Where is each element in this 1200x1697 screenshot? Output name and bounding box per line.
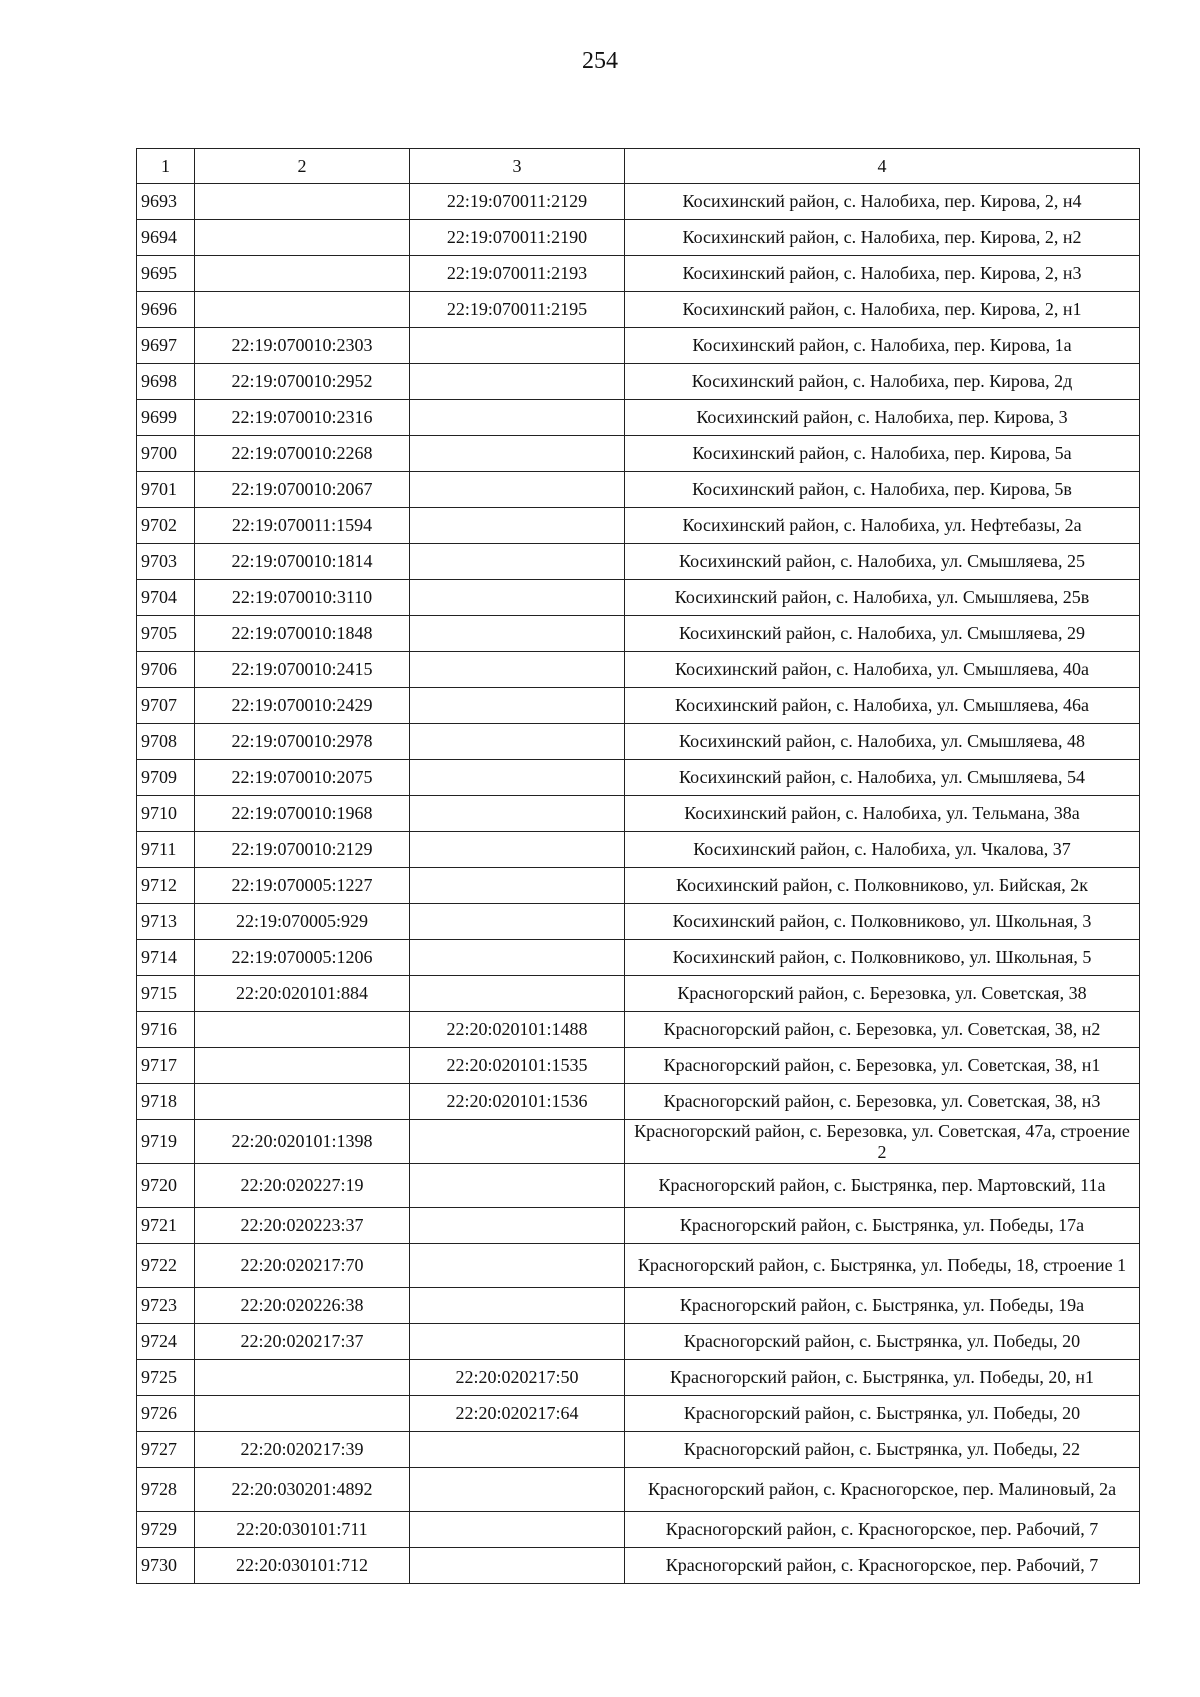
cadastral-number-cell: 22:20:020217:70: [195, 1244, 410, 1288]
table-row: [137, 1468, 1140, 1512]
object-number-cell: [410, 1120, 625, 1164]
cadastral-number-cell: 22:20:030201:4892: [195, 1468, 410, 1512]
row-number-cell: 9699: [137, 400, 195, 436]
cadastral-number-cell: 22:19:070010:2316: [195, 400, 410, 436]
address-cell: Косихинский район, с. Полковниково, ул. Школьная, 5: [625, 940, 1140, 976]
table-row: [137, 184, 1140, 220]
address-cell: Косихинский район, с. Налобиха, ул. Нефтебазы, 2а: [625, 508, 1140, 544]
object-number-cell: 22:20:020101:1488: [410, 1012, 625, 1048]
table-row: [137, 292, 1140, 328]
address-cell: Косихинский район, с. Налобиха, пер. Кирова, 1а: [625, 328, 1140, 364]
address-cell: Косихинский район, с. Налобиха, пер. Кирова, 2, н2: [625, 220, 1140, 256]
object-number-cell: [410, 1324, 625, 1360]
row-number-cell: 9697: [137, 328, 195, 364]
row-number-cell: 9706: [137, 652, 195, 688]
cadastral-number-cell: 22:19:070010:1814: [195, 544, 410, 580]
row-number-cell: 9728: [137, 1468, 195, 1512]
row-number-cell: 9702: [137, 508, 195, 544]
table-row: [137, 364, 1140, 400]
table-row: [137, 760, 1140, 796]
cadastral-number-cell: 22:19:070010:2978: [195, 724, 410, 760]
table-row: [137, 1048, 1140, 1084]
cadastral-number-cell: [195, 1360, 410, 1396]
table-row: [137, 1324, 1140, 1360]
row-number-cell: 9709: [137, 760, 195, 796]
object-number-cell: [410, 1548, 625, 1584]
object-number-cell: [410, 328, 625, 364]
address-cell: Косихинский район, с. Налобиха, ул. Смышляева, 25: [625, 544, 1140, 580]
table-row: [137, 1432, 1140, 1468]
table-row: [137, 256, 1140, 292]
object-number-cell: 22:20:020101:1535: [410, 1048, 625, 1084]
address-cell: Красногорский район, с. Быстрянка, ул. Победы, 22: [625, 1432, 1140, 1468]
object-number-cell: [410, 508, 625, 544]
address-cell: Красногорский район, с. Быстрянка, ул. Победы, 20: [625, 1324, 1140, 1360]
address-cell: Косихинский район, с. Налобиха, ул. Смышляева, 29: [625, 616, 1140, 652]
header-col-3: 3: [410, 149, 625, 184]
address-cell: Косихинский район, с. Налобиха, пер. Кирова, 2д: [625, 364, 1140, 400]
address-cell: Косихинский район, с. Полковниково, ул. Школьная, 3: [625, 904, 1140, 940]
object-number-cell: 22:19:070011:2190: [410, 220, 625, 256]
object-number-cell: [410, 940, 625, 976]
row-number-cell: 9723: [137, 1288, 195, 1324]
table-row: [137, 868, 1140, 904]
row-number-cell: 9704: [137, 580, 195, 616]
object-number-cell: [410, 760, 625, 796]
page-number: 254: [582, 48, 618, 74]
address-cell: Косихинский район, с. Налобиха, пер. Кирова, 3: [625, 400, 1140, 436]
table-row: [137, 508, 1140, 544]
cadastral-number-cell: 22:19:070010:2067: [195, 472, 410, 508]
row-number-cell: 9711: [137, 832, 195, 868]
table-row: [137, 1548, 1140, 1584]
table-row: [137, 1120, 1140, 1164]
table-row: [137, 544, 1140, 580]
table-row: [137, 724, 1140, 760]
address-cell: Косихинский район, с. Налобиха, пер. Кирова, 5в: [625, 472, 1140, 508]
address-cell: Косихинский район, с. Налобиха, ул. Смышляева, 54: [625, 760, 1140, 796]
address-cell: Красногорский район, с. Быстрянка, ул. Победы, 18, строение 1: [625, 1244, 1140, 1288]
table-row: [137, 328, 1140, 364]
row-number-cell: 9701: [137, 472, 195, 508]
cadastral-number-cell: 22:20:030101:712: [195, 1548, 410, 1584]
cadastral-number-cell: 22:20:020217:39: [195, 1432, 410, 1468]
row-number-cell: 9698: [137, 364, 195, 400]
header-col-2: 2: [195, 149, 410, 184]
header-col-1: 1: [137, 149, 195, 184]
row-number-cell: 9700: [137, 436, 195, 472]
cadastral-number-cell: 22:19:070010:2415: [195, 652, 410, 688]
cadastral-number-cell: [195, 1084, 410, 1120]
table-row: [137, 580, 1140, 616]
row-number-cell: 9726: [137, 1396, 195, 1432]
address-cell: Красногорский район, с. Березовка, ул. Советская, 38, н2: [625, 1012, 1140, 1048]
table-row: [137, 904, 1140, 940]
table-row: [137, 976, 1140, 1012]
object-number-cell: [410, 472, 625, 508]
row-number-cell: 9727: [137, 1432, 195, 1468]
object-number-cell: [410, 796, 625, 832]
cadastral-number-cell: [195, 1012, 410, 1048]
object-number-cell: [410, 1432, 625, 1468]
address-cell: Красногорский район, с. Красногорское, пер. Малиновый, 2а: [625, 1468, 1140, 1512]
object-number-cell: 22:19:070011:2195: [410, 292, 625, 328]
row-number-cell: 9696: [137, 292, 195, 328]
table-row: [137, 1012, 1140, 1048]
cadastral-number-cell: [195, 184, 410, 220]
row-number-cell: 9695: [137, 256, 195, 292]
address-cell: Красногорский район, с. Березовка, ул. Советская, 47а, строение 2: [625, 1120, 1140, 1164]
address-cell: Красногорский район, с. Березовка, ул. Советская, 38: [625, 976, 1140, 1012]
cadastral-number-cell: 22:19:070011:1594: [195, 508, 410, 544]
address-cell: Красногорский район, с. Красногорское, пер. Рабочий, 7: [625, 1548, 1140, 1584]
address-cell: Красногорский район, с. Быстрянка, пер. Мартовский, 11а: [625, 1164, 1140, 1208]
object-number-cell: [410, 1512, 625, 1548]
cadastral-number-cell: 22:20:020101:1398: [195, 1120, 410, 1164]
cadastral-number-cell: [195, 292, 410, 328]
table-row: [137, 1512, 1140, 1548]
object-number-cell: [410, 436, 625, 472]
object-number-cell: 22:20:020217:64: [410, 1396, 625, 1432]
cadastral-number-cell: 22:20:020223:37: [195, 1208, 410, 1244]
object-number-cell: [410, 688, 625, 724]
table-row: [137, 1164, 1140, 1208]
table-row: [137, 652, 1140, 688]
cadastral-number-cell: 22:20:030101:711: [195, 1512, 410, 1548]
row-number-cell: 9719: [137, 1120, 195, 1164]
registry-table: [136, 148, 1140, 1584]
object-number-cell: [410, 652, 625, 688]
object-number-cell: [410, 1468, 625, 1512]
row-number-cell: 9716: [137, 1012, 195, 1048]
row-number-cell: 9720: [137, 1164, 195, 1208]
object-number-cell: [410, 976, 625, 1012]
table-body: [137, 184, 1140, 1584]
cadastral-number-cell: 22:20:020101:884: [195, 976, 410, 1012]
row-number-cell: 9703: [137, 544, 195, 580]
cadastral-number-cell: 22:19:070010:2129: [195, 832, 410, 868]
cadastral-number-cell: 22:19:070010:2303: [195, 328, 410, 364]
table-header: [137, 149, 1140, 184]
cadastral-number-cell: 22:19:070010:1968: [195, 796, 410, 832]
cadastral-number-cell: 22:19:070005:1227: [195, 868, 410, 904]
address-cell: Косихинский район, с. Налобиха, ул. Тельмана, 38а: [625, 796, 1140, 832]
row-number-cell: 9718: [137, 1084, 195, 1120]
cadastral-number-cell: [195, 256, 410, 292]
header-col-4: 4: [625, 149, 1140, 184]
cadastral-number-cell: 22:20:020227:19: [195, 1164, 410, 1208]
address-cell: Косихинский район, с. Налобиха, пер. Кирова, 2, н1: [625, 292, 1140, 328]
address-cell: Красногорский район, с. Березовка, ул. Советская, 38, н3: [625, 1084, 1140, 1120]
row-number-cell: 9710: [137, 796, 195, 832]
address-cell: Красногорский район, с. Быстрянка, ул. Победы, 17а: [625, 1208, 1140, 1244]
address-cell: Косихинский район, с. Налобиха, ул. Смышляева, 25в: [625, 580, 1140, 616]
object-number-cell: [410, 580, 625, 616]
address-cell: Косихинский район, с. Налобиха, ул. Смышляева, 46а: [625, 688, 1140, 724]
row-number-cell: 9730: [137, 1548, 195, 1584]
table-row: [137, 1208, 1140, 1244]
row-number-cell: 9713: [137, 904, 195, 940]
object-number-cell: [410, 904, 625, 940]
cadastral-number-cell: 22:19:070005:929: [195, 904, 410, 940]
cadastral-number-cell: 22:20:020226:38: [195, 1288, 410, 1324]
cadastral-number-cell: 22:19:070010:1848: [195, 616, 410, 652]
row-number-cell: 9724: [137, 1324, 195, 1360]
table-row: [137, 832, 1140, 868]
object-number-cell: [410, 1288, 625, 1324]
table-row: [137, 1084, 1140, 1120]
cadastral-number-cell: 22:19:070010:2268: [195, 436, 410, 472]
row-number-cell: 9707: [137, 688, 195, 724]
address-cell: Косихинский район, с. Налобиха, пер. Кирова, 2, н4: [625, 184, 1140, 220]
address-cell: Косихинский район, с. Налобиха, пер. Кирова, 5а: [625, 436, 1140, 472]
table-row: [137, 688, 1140, 724]
address-cell: Косихинский район, с. Налобиха, пер. Кирова, 2, н3: [625, 256, 1140, 292]
row-number-cell: 9694: [137, 220, 195, 256]
cadastral-number-cell: 22:19:070005:1206: [195, 940, 410, 976]
object-number-cell: 22:19:070011:2129: [410, 184, 625, 220]
address-cell: Косихинский район, с. Полковниково, ул. Бийская, 2к: [625, 868, 1140, 904]
row-number-cell: 9714: [137, 940, 195, 976]
row-number-cell: 9705: [137, 616, 195, 652]
row-number-cell: 9729: [137, 1512, 195, 1548]
address-cell: Косихинский район, с. Налобиха, ул. Чкалова, 37: [625, 832, 1140, 868]
table-row: [137, 472, 1140, 508]
table-row: [137, 220, 1140, 256]
cadastral-number-cell: 22:20:020217:37: [195, 1324, 410, 1360]
cadastral-number-cell: 22:19:070010:2952: [195, 364, 410, 400]
table-row: [137, 1396, 1140, 1432]
object-number-cell: [410, 1244, 625, 1288]
table-row: [137, 400, 1140, 436]
cadastral-number-cell: [195, 1396, 410, 1432]
cadastral-number-cell: 22:19:070010:3110: [195, 580, 410, 616]
row-number-cell: 9712: [137, 868, 195, 904]
cadastral-number-cell: [195, 220, 410, 256]
address-cell: Косихинский район, с. Налобиха, ул. Смышляева, 40а: [625, 652, 1140, 688]
object-number-cell: [410, 724, 625, 760]
row-number-cell: 9722: [137, 1244, 195, 1288]
object-number-cell: 22:19:070011:2193: [410, 256, 625, 292]
row-number-cell: 9721: [137, 1208, 195, 1244]
table-row: [137, 1244, 1140, 1288]
row-number-cell: 9725: [137, 1360, 195, 1396]
object-number-cell: [410, 400, 625, 436]
address-cell: Красногорский район, с. Быстрянка, ул. Победы, 20, н1: [625, 1360, 1140, 1396]
object-number-cell: [410, 544, 625, 580]
cadastral-number-cell: 22:19:070010:2429: [195, 688, 410, 724]
table-row: [137, 1360, 1140, 1396]
cadastral-number-cell: 22:19:070010:2075: [195, 760, 410, 796]
row-number-cell: 9708: [137, 724, 195, 760]
table-row: [137, 616, 1140, 652]
cadastral-number-cell: [195, 1048, 410, 1084]
address-cell: Красногорский район, с. Быстрянка, ул. Победы, 20: [625, 1396, 1140, 1432]
object-number-cell: [410, 1164, 625, 1208]
row-number-cell: 9715: [137, 976, 195, 1012]
object-number-cell: [410, 1208, 625, 1244]
address-cell: Косихинский район, с. Налобиха, ул. Смышляева, 48: [625, 724, 1140, 760]
row-number-cell: 9717: [137, 1048, 195, 1084]
address-cell: Красногорский район, с. Красногорское, пер. Рабочий, 7: [625, 1512, 1140, 1548]
row-number-cell: 9693: [137, 184, 195, 220]
table-row: [137, 436, 1140, 472]
object-number-cell: 22:20:020101:1536: [410, 1084, 625, 1120]
table-row: [137, 1288, 1140, 1324]
object-number-cell: [410, 868, 625, 904]
object-number-cell: [410, 364, 625, 400]
table-row: [137, 796, 1140, 832]
object-number-cell: [410, 616, 625, 652]
header-row: [137, 149, 1140, 184]
object-number-cell: 22:20:020217:50: [410, 1360, 625, 1396]
address-cell: Красногорский район, с. Быстрянка, ул. Победы, 19а: [625, 1288, 1140, 1324]
address-cell: Красногорский район, с. Березовка, ул. Советская, 38, н1: [625, 1048, 1140, 1084]
table-row: [137, 940, 1140, 976]
object-number-cell: [410, 832, 625, 868]
